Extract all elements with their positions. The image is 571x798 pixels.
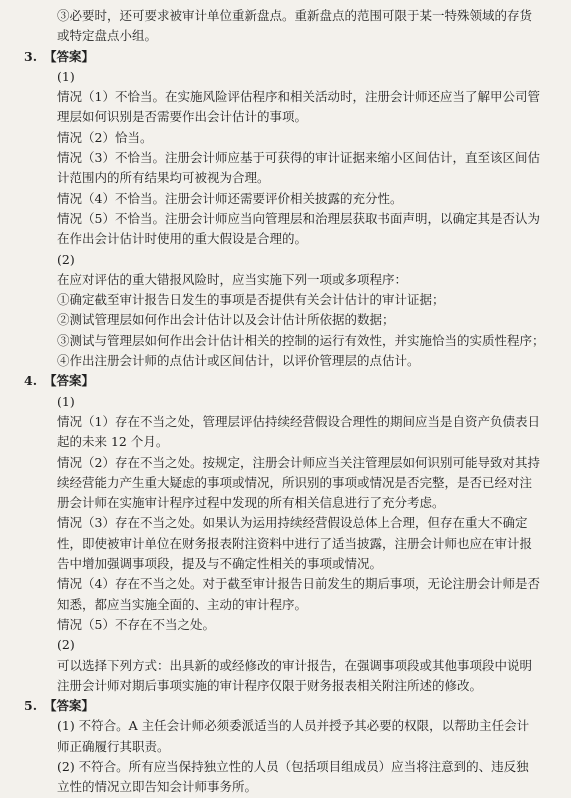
intro-paragraph bbox=[24, 6, 551, 47]
sub-part-label: (2) bbox=[57, 637, 75, 653]
text-line: 在应对评估的重大错报风险时，应当实施下列一项或多项程序： bbox=[57, 271, 408, 287]
text-line: 注册会计师对期后事项实施的审计程序仅限于财务报表相关附注所述的修改。 bbox=[57, 677, 483, 693]
sub-part-label: (1) bbox=[57, 68, 75, 84]
answer-section-5 bbox=[24, 696, 551, 797]
answer-heading bbox=[24, 47, 551, 67]
answer-label: 【答案】 bbox=[44, 373, 95, 389]
text-line: 情况（3）存在不当之处。如果认为运用持续经营假设总体上合理，但存在重大不确定 bbox=[57, 515, 528, 531]
text-line: 起的未来 12 个月。 bbox=[57, 434, 169, 450]
question-number: 5. bbox=[24, 698, 38, 714]
sub-part-label: (1) bbox=[57, 393, 75, 409]
text-line: 知悉，都应当实施全面的、主动的审计程序。 bbox=[57, 596, 308, 612]
text-line: 计范围内的所有结果均可被视为合理。 bbox=[57, 170, 270, 186]
answer-heading bbox=[24, 371, 551, 391]
text-line: 情况（1）存在不当之处，管理层评估持续经营假设合理性的期间应当是自资产负债表日 bbox=[57, 413, 540, 429]
text-line: 情况（5）不恰当。注册会计师应当向管理层和治理层获取书面声明，以确定其是否认为 bbox=[57, 210, 540, 226]
text-line: ④作出注册会计师的点估计或区间估计，以评价管理层的点估计。 bbox=[57, 353, 420, 369]
answer-heading bbox=[24, 696, 551, 716]
text-line: 册会计师在实施审计程序过程中发现的所有相关信息进行了充分考虑。 bbox=[57, 495, 445, 511]
text-line: ②测试管理层如何作出会计估计以及会计估计所依据的数据； bbox=[57, 312, 395, 328]
text-line: ③测试与管理层如何作出会计估计相关的控制的运行有效性，并实施恰当的实质性程序； bbox=[57, 332, 545, 348]
text-line: 告中增加强调事项段，提及与不确定性相关的事项或情况。 bbox=[57, 556, 383, 572]
text-line: (1) 不符合。A 主任会计师必须委派适当的人员并授予其必要的权限，以帮助主任会计 bbox=[57, 718, 530, 734]
text-line: 或特定盘点小组。 bbox=[57, 28, 158, 44]
text-line: 续经营能力产生重大疑虑的事项或情况，所识别的事项或情况是否完整，是否已经对注 bbox=[57, 474, 533, 490]
text-line: 情况（2）存在不当之处。按规定，注册会计师应当关注管理层如何识别可能导致对其持 bbox=[57, 454, 540, 470]
answer-section-4 bbox=[24, 371, 551, 696]
question-number: 4. bbox=[24, 373, 38, 389]
sub-part-label: (2) bbox=[57, 251, 75, 267]
text-line: 情况（5）不存在不当之处。 bbox=[57, 616, 215, 632]
answer-label: 【答案】 bbox=[44, 48, 95, 64]
text-line: 情况（2）恰当。 bbox=[57, 129, 153, 145]
answer-label: 【答案】 bbox=[44, 698, 95, 714]
question-number: 3. bbox=[24, 48, 38, 64]
text-line: 在作出会计估计时使用的重大假设是合理的。 bbox=[57, 231, 308, 247]
text-line: 可以选择下列方式：出具新的或经修改的审计报告，在强调事项段或其他事项段中说明 bbox=[57, 657, 533, 673]
answer-section-3 bbox=[24, 47, 551, 372]
text-line: ①确定截至审计报告日发生的事项是否提供有关会计估计的审计证据； bbox=[57, 292, 445, 308]
text-line: 情况（4）不恰当。注册会计师还需要评价相关披露的充分性。 bbox=[57, 190, 403, 206]
text-line: (2) 不符合。所有应当保持独立性的人员（包括项目组成员）应当将注意到的、违反独 bbox=[57, 758, 529, 774]
text-line: 立性的情况立即告知会计师事务所。 bbox=[57, 779, 258, 795]
text-line: 师正确履行其职责。 bbox=[57, 738, 170, 754]
text-line: ③必要时，还可要求被审计单位重新盘点。重新盘点的范围可限于某一特殊领域的存货 bbox=[57, 8, 533, 23]
text-line: 情况（4）存在不当之处。对于截至审计报告日前发生的期后事项，无论注册会计师是否 bbox=[57, 576, 540, 592]
text-line: 理层如何识别是否需要作出会计估计的事项。 bbox=[57, 109, 308, 125]
text-line: 情况（1）不恰当。在实施风险评估程序和相关活动时，注册会计师还应当了解甲公司管 bbox=[57, 89, 540, 105]
text-line: 情况（3）不恰当。注册会计师应基于可获得的审计证据来缩小区间估计，直至该区间估 bbox=[57, 150, 540, 166]
text-line: 性，即使被审计单位在财务报表附注资料中进行了适当披露，注册会计师也应在审计报 bbox=[57, 535, 533, 551]
